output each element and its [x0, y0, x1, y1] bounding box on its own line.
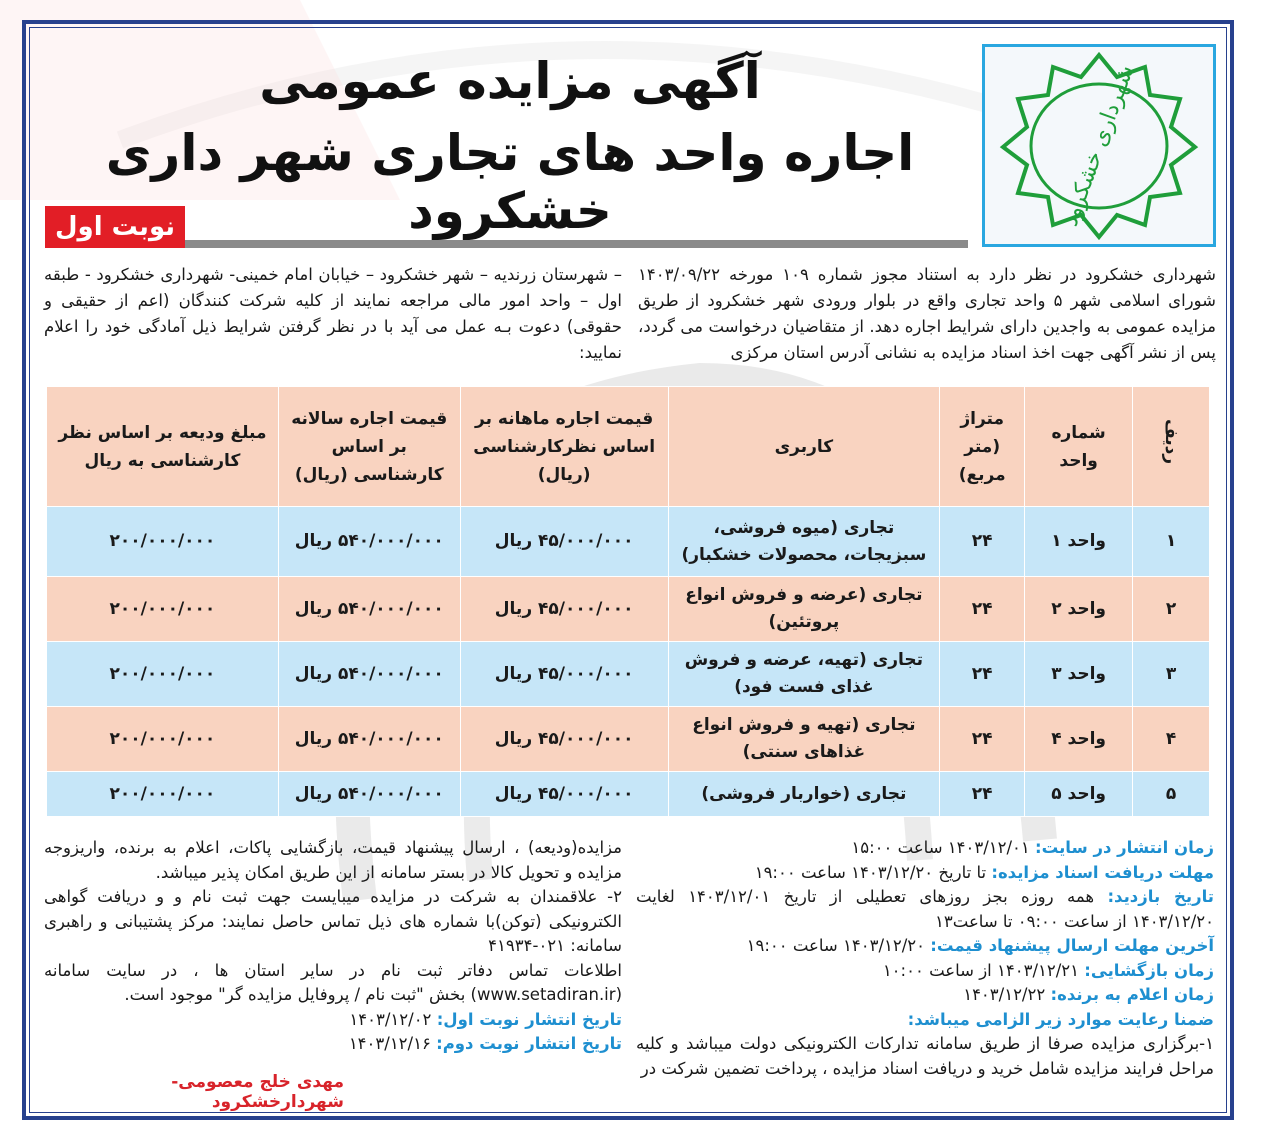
- condition-1-part-1: ۱-برگزاری مزایده صرفا از طریق سامانه تدارکات الکترونیکی دولت میباشد و کلیه مراحل فرایند مزایده شامل خرید و دریافت اسناد مزایده ، پرداخت تضمین شرکت در: [636, 1034, 1214, 1078]
- cell-deposit: ۲۰۰/۰۰۰/۰۰۰: [47, 707, 279, 772]
- table-row: [47, 577, 1210, 642]
- signature: مهدی خلج معصومی- شهردارخشکرود: [171, 1072, 344, 1112]
- cell-deposit: ۲۰۰/۰۰۰/۰۰۰: [47, 507, 279, 577]
- cell-monthly: ۴۵/۰۰۰/۰۰۰ ریال: [460, 577, 668, 642]
- cell-unit: واحد ۳: [1025, 642, 1133, 707]
- cell-area: ۲۴: [940, 772, 1025, 817]
- cell-annual: ۵۴۰/۰۰۰/۰۰۰ ریال: [278, 772, 460, 817]
- table-row: [47, 507, 1210, 577]
- cell-unit: واحد ۴: [1025, 707, 1133, 772]
- header-unit-number: شماره واحد: [1025, 387, 1133, 507]
- table-row: [47, 642, 1210, 707]
- cell-deposit: ۲۰۰/۰۰۰/۰۰۰: [47, 577, 279, 642]
- municipality-logo: [982, 44, 1216, 247]
- title-line-1: آگهی مزایده عمومی: [259, 52, 761, 110]
- cell-usage: تجاری (تهیه، عرضه و فروش غذای فست فود): [668, 642, 940, 707]
- table-row: [47, 707, 1210, 772]
- title-line-2: اجاره واحد های تجاری شهر داری خشکرود: [105, 124, 915, 240]
- cell-monthly: ۴۵/۰۰۰/۰۰۰ ریال: [460, 772, 668, 817]
- table-header-row: [47, 387, 1210, 507]
- header-radif: ردیف: [1133, 387, 1210, 507]
- cell-annual: ۵۴۰/۰۰۰/۰۰۰ ریال: [278, 707, 460, 772]
- cell-usage: تجاری (تهیه و فروش انواع غذاهای سنتی): [668, 707, 940, 772]
- cell-annual: ۵۴۰/۰۰۰/۰۰۰ ریال: [278, 577, 460, 642]
- cell-monthly: ۴۵/۰۰۰/۰۰۰ ریال: [460, 707, 668, 772]
- condition-2: ۲- علاقمندان به شرکت در مزایده میبایست جهت ثبت نام و و دریافت گواهی الکترونیکی (توکن)با شماره های ذیل تماس حاصل نمایند: مرکز پشتیبانی و راهبری سامانه: ۰۲۱-۴۱۹۳۴: [44, 887, 622, 955]
- seal-icon: [985, 47, 1213, 244]
- cell-unit: واحد ۱: [1025, 507, 1133, 577]
- round-badge: نوبت اول: [45, 206, 185, 248]
- schedule-item: زمان بازگشایی: ۱۴۰۳/۱۲/۲۱ از ساعت ۱۰:۰۰: [882, 960, 1214, 980]
- cell-deposit: ۲۰۰/۰۰۰/۰۰۰: [47, 642, 279, 707]
- conditions-column: [44, 836, 622, 1057]
- schedule-item: زمان اعلام به برنده: ۱۴۰۳/۱۲/۲۲: [963, 985, 1214, 1004]
- contact-info: اطلاعات تماس دفاتر ثبت نام در سایر استان ها ، در سایت سامانه (www.setadiran.ir) بخش "ثبت نام / پروفایل مزایده گر" موجود است.: [44, 960, 622, 1004]
- units-table: [46, 386, 1210, 817]
- cell-usage: تجاری (عرضه و فروش انواع پروتئین): [668, 577, 940, 642]
- cell-radif: ۴: [1133, 707, 1210, 772]
- cell-area: ۲۴: [940, 507, 1025, 577]
- cell-area: ۲۴: [940, 577, 1025, 642]
- schedule-item: مهلت دریافت اسناد مزایده: تا تاریخ ۱۴۰۳/۱۲/۲۰ ساعت ۱۹:۰۰: [754, 862, 1214, 882]
- intro-paragraph-left: – شهرستان زرندیه – شهر خشکرود – خیابان امام خمینی- شهرداری خشکرود - طبقه اول – واحد امور مالی مراجعه نمایند از کلیه شرکت کنندگان (اعم از حقیقی و حقوقی) دعوت بـه عمل می آید با در نظر گرفتن شرایط ذیل آمادگی خود را اعلام نمایید:: [44, 265, 622, 362]
- header-usage: کاربری: [668, 387, 940, 507]
- cell-monthly: ۴۵/۰۰۰/۰۰۰ ریال: [460, 642, 668, 707]
- header-area: متراژ (متر مربع): [940, 387, 1025, 507]
- cell-radif: ۵: [1133, 772, 1210, 817]
- conditions-heading: ضمنا رعایت موارد زیر الزامی میباشد:: [907, 1009, 1214, 1029]
- logo-text: شهرداری خشکرود: [1057, 61, 1140, 230]
- publication-date-2: تاریخ انتشار نوبت دوم: ۱۴۰۳/۱۲/۱۶: [348, 1034, 622, 1053]
- intro-paragraph-right: شهرداری خشکرود در نظر دارد به استناد مجوز شماره ۱۰۹ مورخه ۱۴۰۳/۰۹/۲۲ شورای اسلامی شهر ۵ واحد تجاری واقع در بلوار ورودی شهر خشکرود از طریق مزایده عمومی به واجدین دارای شرایط اجاره دهد. از متقاضیان درخواست می گردد، پس از نشر آگهی جهت اخذ اسناد مزایده به نشانی آدرس استان مرکزی: [638, 265, 1217, 362]
- schedule-item: زمان انتشار در سایت: ۱۴۰۳/۱۲/۰۱ ساعت ۱۵:۰۰: [851, 838, 1214, 857]
- table-row: [47, 772, 1210, 817]
- cell-radif: ۳: [1133, 642, 1210, 707]
- cell-area: ۲۴: [940, 642, 1025, 707]
- cell-annual: ۵۴۰/۰۰۰/۰۰۰ ریال: [278, 507, 460, 577]
- divider-bar: [185, 240, 968, 248]
- header-annual-rent: قیمت اجاره سالانه بر اساس کارشناسی (ریال): [278, 387, 460, 507]
- cell-radif: ۲: [1133, 577, 1210, 642]
- cell-unit: واحد ۲: [1025, 577, 1133, 642]
- condition-1-part-2: مزایده(ودیعه) ، ارسال پیشنهاد قیمت، بازگشایی پاکات، اعلام به برنده، واریزوجه مزایده و تحویل کالا در بستر سامانه از این طریق امکان پذیر میباشد.: [44, 838, 622, 882]
- cell-radif: ۱: [1133, 507, 1210, 577]
- header-monthly-rent: قیمت اجاره ماهانه بر اساس نظرکارشناسی (ریال): [460, 387, 668, 507]
- cell-annual: ۵۴۰/۰۰۰/۰۰۰ ریال: [278, 642, 460, 707]
- publication-date-1: تاریخ انتشار نوبت اول: ۱۴۰۳/۱۲/۰۲: [349, 1009, 622, 1029]
- cell-monthly: ۴۵/۰۰۰/۰۰۰ ریال: [460, 507, 668, 577]
- cell-usage: تجاری (میوه فروشی، سبزیجات، محصولات خشکبار): [668, 507, 940, 577]
- cell-usage: تجاری (خواربار فروشی): [668, 772, 940, 817]
- header-deposit: مبلغ ودیعه بر اساس نظر کارشناسی به ریال: [47, 387, 279, 507]
- schedule-item: تاریخ بازدید: همه روزه بجز روزهای تعطیلی از تاریخ ۱۴۰۳/۱۲/۰۱ لغایت ۱۴۰۳/۱۲/۲۰ از ساعت ۰۹:۰۰ تا ساعت۱۳: [636, 887, 1214, 931]
- schedule-item: آخرین مهلت ارسال پیشنهاد قیمت: ۱۴۰۳/۱۲/۲۰ ساعت ۱۹:۰۰: [746, 936, 1214, 955]
- cell-unit: واحد ۵: [1025, 772, 1133, 817]
- cell-deposit: ۲۰۰/۰۰۰/۰۰۰: [47, 772, 279, 817]
- cell-area: ۲۴: [940, 707, 1025, 772]
- schedule-column: [636, 836, 1214, 1081]
